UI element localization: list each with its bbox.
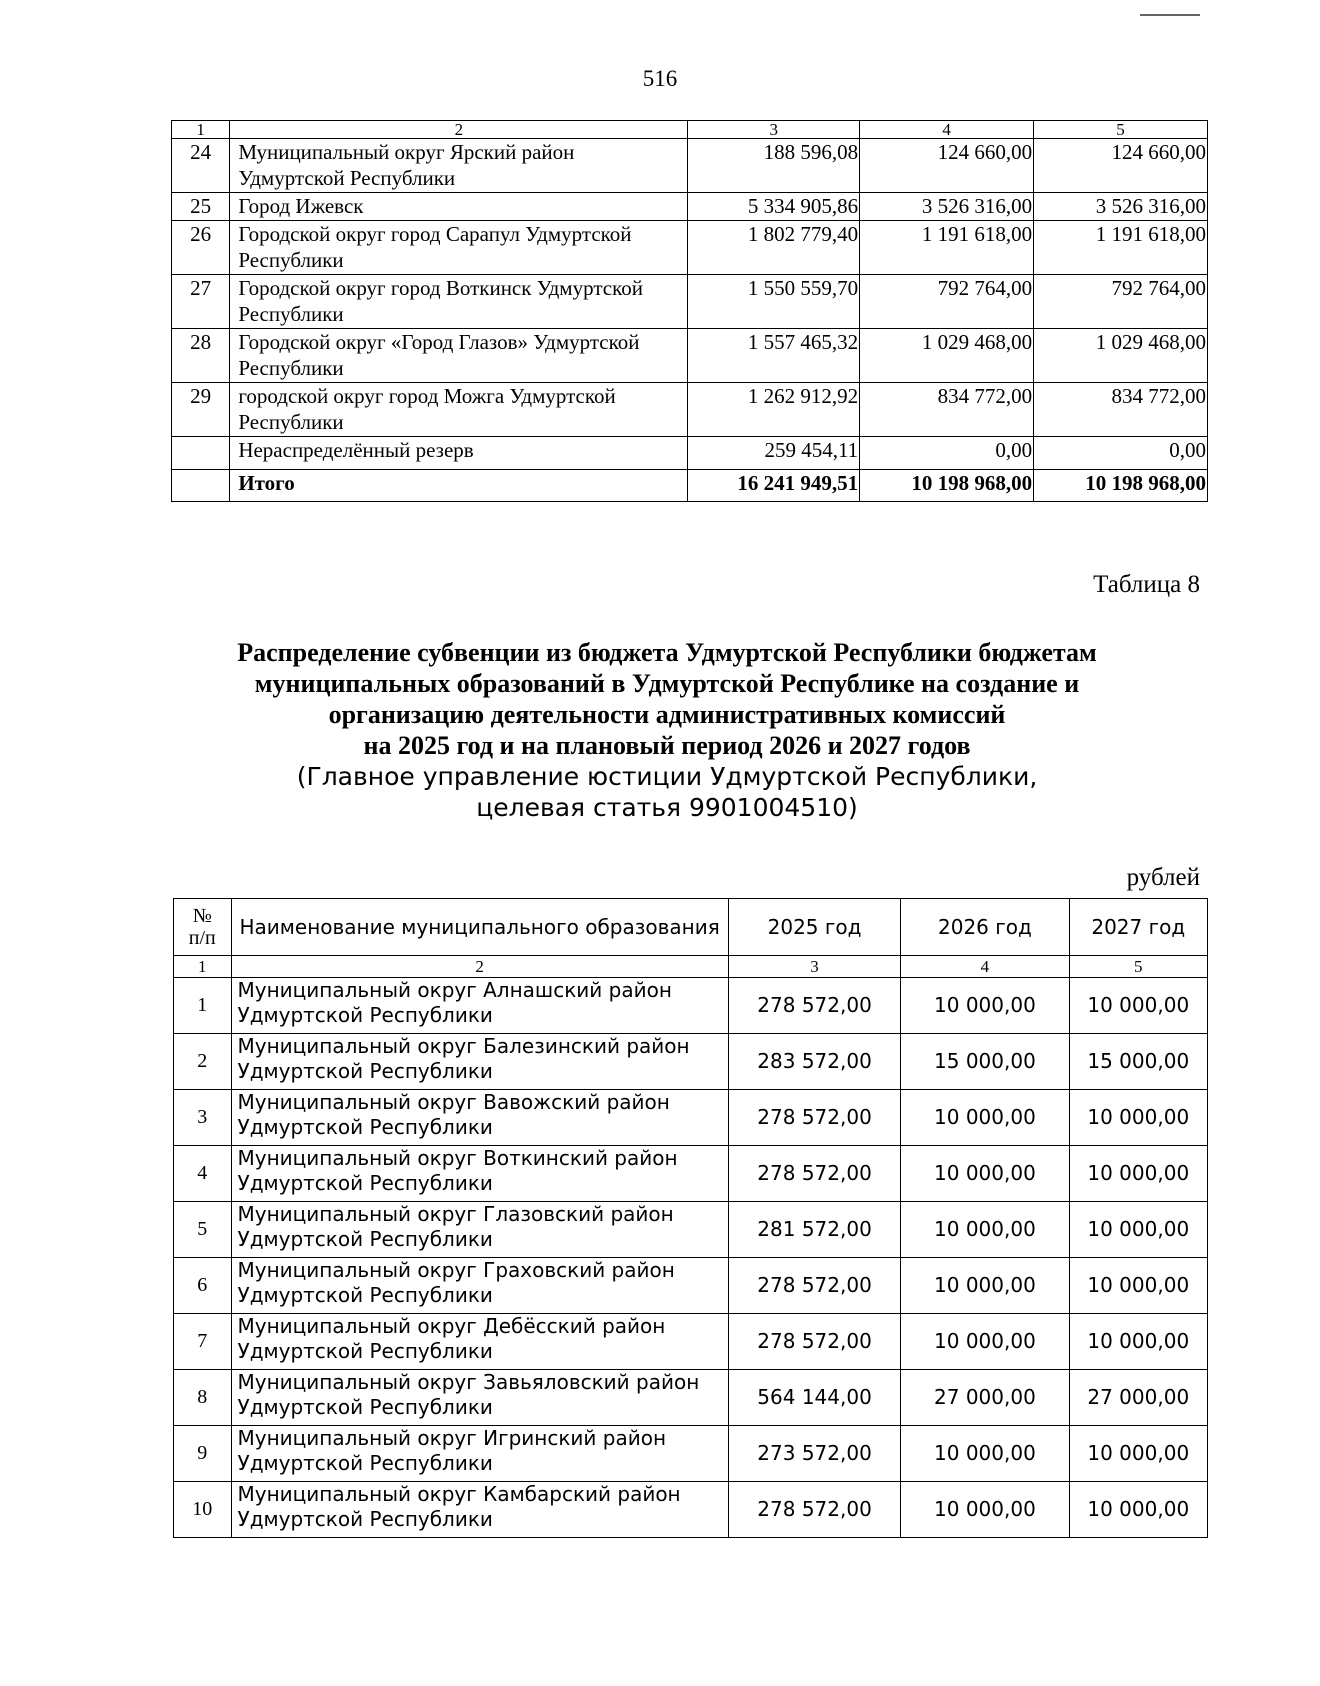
col-index: 1 bbox=[174, 956, 232, 978]
table-row bbox=[172, 383, 1208, 437]
value-2025: 1 550 559,70 bbox=[688, 275, 860, 329]
value-2026: 10 000,00 bbox=[901, 1090, 1069, 1146]
value-2026: 10 000,00 bbox=[901, 1146, 1069, 1202]
header-municipality: Наименование муниципального образования bbox=[231, 899, 728, 956]
value-2025: 281 572,00 bbox=[728, 1202, 901, 1258]
value-2027: 10 000,00 bbox=[1069, 978, 1207, 1034]
table-row bbox=[174, 1202, 1208, 1258]
value-2025: 278 572,00 bbox=[728, 1482, 901, 1538]
header-2027: 2027 год bbox=[1069, 899, 1207, 956]
value-2027: 10 000,00 bbox=[1069, 1482, 1207, 1538]
table2-index-header bbox=[174, 956, 1208, 978]
value-2026: 0,00 bbox=[860, 437, 1034, 470]
municipality-name: городской округ город Можга Удмуртской Республики bbox=[230, 383, 688, 437]
col-index: 4 bbox=[860, 121, 1034, 139]
table-row bbox=[174, 1090, 1208, 1146]
value-2027: 3 526 316,00 bbox=[1034, 193, 1208, 221]
value-2027: 10 000,00 bbox=[1069, 1426, 1207, 1482]
col-index: 2 bbox=[231, 956, 728, 978]
table-label: Таблица 8 bbox=[1093, 571, 1200, 598]
row-index bbox=[172, 437, 230, 470]
value-2027: 27 000,00 bbox=[1069, 1370, 1207, 1426]
scan-edge-mark bbox=[1140, 0, 1200, 16]
header-2026: 2026 год bbox=[901, 899, 1069, 956]
row-index: 27 bbox=[172, 275, 230, 329]
title-line: муниципальных образований в Удмуртской Республике на создание и bbox=[254, 669, 1080, 698]
municipality-name: Муниципальный округ Камбарский район Удмуртской Республики bbox=[231, 1482, 728, 1538]
value-2026: 1 029 468,00 bbox=[860, 329, 1034, 383]
row-index: 6 bbox=[174, 1258, 232, 1314]
table-row bbox=[174, 1034, 1208, 1090]
value-2025: 259 454,11 bbox=[688, 437, 860, 470]
col-index: 3 bbox=[688, 121, 860, 139]
municipality-name: Муниципальный округ Граховский район Удмуртской Республики bbox=[231, 1258, 728, 1314]
total-2025: 16 241 949,51 bbox=[688, 470, 860, 502]
value-2026: 10 000,00 bbox=[901, 1482, 1069, 1538]
table-row bbox=[174, 1370, 1208, 1426]
value-2026: 834 772,00 bbox=[860, 383, 1034, 437]
value-2025: 5 334 905,86 bbox=[688, 193, 860, 221]
total-label: Итого bbox=[230, 470, 688, 502]
row-index: 25 bbox=[172, 193, 230, 221]
value-2027: 124 660,00 bbox=[1034, 139, 1208, 193]
table-row bbox=[172, 329, 1208, 383]
value-2025: 1 557 465,32 bbox=[688, 329, 860, 383]
municipality-name: Муниципальный округ Балезинский район Удмуртской Республики bbox=[231, 1034, 728, 1090]
value-2025: 188 596,08 bbox=[688, 139, 860, 193]
row-index: 9 bbox=[174, 1426, 232, 1482]
value-2026: 15 000,00 bbox=[901, 1034, 1069, 1090]
value-2025: 1 802 779,40 bbox=[688, 221, 860, 275]
value-2026: 124 660,00 bbox=[860, 139, 1034, 193]
value-2025: 564 144,00 bbox=[728, 1370, 901, 1426]
row-index: 5 bbox=[174, 1202, 232, 1258]
value-2026: 3 526 316,00 bbox=[860, 193, 1034, 221]
value-2027: 10 000,00 bbox=[1069, 1258, 1207, 1314]
value-2025: 278 572,00 bbox=[728, 1258, 901, 1314]
header-2025: 2025 год bbox=[728, 899, 901, 956]
row-index: 2 bbox=[174, 1034, 232, 1090]
value-2027: 10 000,00 bbox=[1069, 1314, 1207, 1370]
value-2027: 10 000,00 bbox=[1069, 1146, 1207, 1202]
row-index: 10 bbox=[174, 1482, 232, 1538]
table-row bbox=[172, 221, 1208, 275]
value-2025: 278 572,00 bbox=[728, 1090, 901, 1146]
municipality-name: Муниципальный округ Воткинский район Удмуртской Республики bbox=[231, 1146, 728, 1202]
municipality-name: Муниципальный округ Ярский район Удмуртской Республики bbox=[230, 139, 688, 193]
municipality-name: Городской округ город Сарапул Удмуртской Республики bbox=[230, 221, 688, 275]
value-2025: 278 572,00 bbox=[728, 978, 901, 1034]
row-index: 8 bbox=[174, 1370, 232, 1426]
header-number-symbol: № bbox=[192, 905, 212, 927]
header-number bbox=[174, 899, 232, 956]
value-2025: 278 572,00 bbox=[728, 1146, 901, 1202]
continuation-table bbox=[171, 120, 1208, 502]
units-label: рублей bbox=[1126, 864, 1200, 891]
row-index: 28 bbox=[172, 329, 230, 383]
row-index: 1 bbox=[174, 978, 232, 1034]
value-2025: 1 262 912,92 bbox=[688, 383, 860, 437]
table2-header bbox=[174, 899, 1208, 956]
value-2025: 283 572,00 bbox=[728, 1034, 901, 1090]
municipality-name: Муниципальный округ Алнашский район Удмуртской Республики bbox=[231, 978, 728, 1034]
col-index: 5 bbox=[1034, 121, 1208, 139]
subvention-table bbox=[173, 898, 1208, 1538]
row-index: 29 bbox=[172, 383, 230, 437]
row-index: 26 bbox=[172, 221, 230, 275]
table-total-row bbox=[172, 470, 1208, 502]
municipality-name: Муниципальный округ Завьяловский район Удмуртской Республики bbox=[231, 1370, 728, 1426]
value-2025: 278 572,00 bbox=[728, 1314, 901, 1370]
table-row bbox=[174, 1314, 1208, 1370]
table-row bbox=[172, 275, 1208, 329]
table-row bbox=[174, 978, 1208, 1034]
table-row bbox=[174, 1482, 1208, 1538]
title-subline: целевая статья 9901004510) bbox=[476, 793, 858, 822]
municipality-name: Муниципальный округ Вавожский район Удмуртской Республики bbox=[231, 1090, 728, 1146]
title-line: организацию деятельности административных комиссий bbox=[328, 700, 1006, 729]
municipality-name: Городской округ город Воткинск Удмуртской Республики bbox=[230, 275, 688, 329]
document-title bbox=[150, 637, 1184, 823]
col-index: 4 bbox=[901, 956, 1069, 978]
col-index: 5 bbox=[1069, 956, 1207, 978]
title-line: на 2025 год и на плановый период 2026 и 2027 годов bbox=[363, 731, 971, 760]
value-2026: 10 000,00 bbox=[901, 1314, 1069, 1370]
page-number: 516 bbox=[642, 66, 678, 91]
value-2027: 10 000,00 bbox=[1069, 1202, 1207, 1258]
value-2026: 792 764,00 bbox=[860, 275, 1034, 329]
value-2026: 10 000,00 bbox=[901, 978, 1069, 1034]
table1-index-header bbox=[172, 121, 1208, 139]
value-2026: 10 000,00 bbox=[901, 1258, 1069, 1314]
value-2026: 1 191 618,00 bbox=[860, 221, 1034, 275]
table-row-reserve bbox=[172, 437, 1208, 470]
value-2027: 15 000,00 bbox=[1069, 1034, 1207, 1090]
col-index: 3 bbox=[728, 956, 901, 978]
row-index: 24 bbox=[172, 139, 230, 193]
col-index: 2 bbox=[230, 121, 688, 139]
municipality-name: Муниципальный округ Глазовский район Удмуртской Республики bbox=[231, 1202, 728, 1258]
value-2027: 792 764,00 bbox=[1034, 275, 1208, 329]
municipality-name: Город Ижевск bbox=[230, 193, 688, 221]
row-index: 7 bbox=[174, 1314, 232, 1370]
row-index: 3 bbox=[174, 1090, 232, 1146]
municipality-name: Городской округ «Город Глазов» Удмуртской Республики bbox=[230, 329, 688, 383]
municipality-name: Муниципальный округ Игринский район Удмуртской Республики bbox=[231, 1426, 728, 1482]
value-2027: 10 000,00 bbox=[1069, 1090, 1207, 1146]
value-2027: 1 029 468,00 bbox=[1034, 329, 1208, 383]
table-row bbox=[174, 1426, 1208, 1482]
value-2026: 10 000,00 bbox=[901, 1426, 1069, 1482]
municipality-name: Нераспределённый резерв bbox=[230, 437, 688, 470]
value-2027: 1 191 618,00 bbox=[1034, 221, 1208, 275]
table-row bbox=[172, 139, 1208, 193]
table-row bbox=[172, 193, 1208, 221]
municipality-name: Муниципальный округ Дебёсский район Удмуртской Республики bbox=[231, 1314, 728, 1370]
value-2027: 834 772,00 bbox=[1034, 383, 1208, 437]
header-number-label: п/п bbox=[188, 927, 216, 949]
value-2026: 27 000,00 bbox=[901, 1370, 1069, 1426]
value-2025: 273 572,00 bbox=[728, 1426, 901, 1482]
value-2027: 0,00 bbox=[1034, 437, 1208, 470]
title-line: Распределение субвенции из бюджета Удмуртской Республики бюджетам bbox=[237, 638, 1097, 667]
row-index bbox=[172, 470, 230, 502]
value-2026: 10 000,00 bbox=[901, 1202, 1069, 1258]
title-subline: (Главное управление юстиции Удмуртской Республики, bbox=[296, 762, 1038, 791]
table-row bbox=[174, 1258, 1208, 1314]
total-2026: 10 198 968,00 bbox=[860, 470, 1034, 502]
total-2027: 10 198 968,00 bbox=[1034, 470, 1208, 502]
row-index: 4 bbox=[174, 1146, 232, 1202]
table-row bbox=[174, 1146, 1208, 1202]
col-index: 1 bbox=[172, 121, 230, 139]
